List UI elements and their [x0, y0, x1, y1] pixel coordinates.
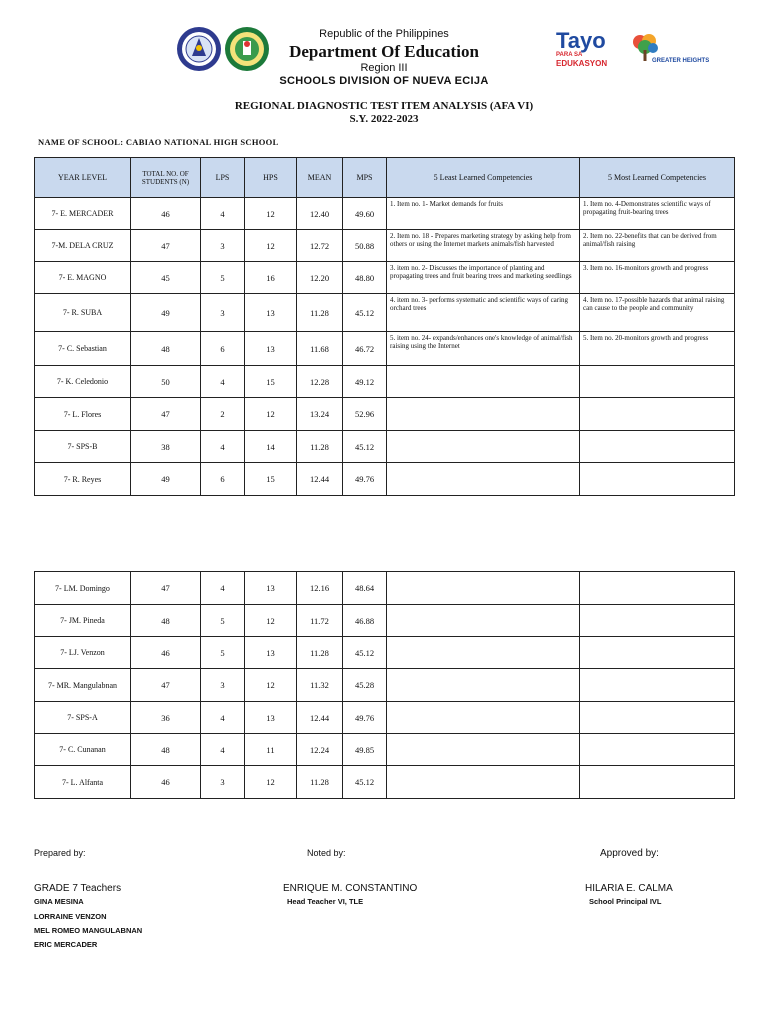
cell-total-students: 48 [131, 734, 201, 766]
table-row [35, 734, 735, 766]
cell-year-level: 7- E. MAGNO [35, 262, 131, 294]
col-least-learned: 5 Least Learned Competencies [387, 158, 580, 198]
table-row [35, 702, 735, 734]
cell-mean: 11.72 [297, 605, 343, 637]
cell-lps: 4 [201, 366, 245, 398]
prepared-by-group: GRADE 7 Teachers [34, 883, 122, 894]
table-row [35, 766, 735, 799]
cell-hps: 11 [245, 734, 297, 766]
greater-heights-text: GREATER HEIGHTS [652, 58, 710, 64]
cell-mps: 49.76 [343, 702, 387, 734]
cell-mps: 50.88 [343, 230, 387, 262]
cell-year-level: 7- K. Celedonio [35, 366, 131, 398]
cell-hps: 13 [245, 702, 297, 734]
cell-mean: 11.28 [297, 766, 343, 799]
cell-mean: 12.20 [297, 262, 343, 294]
cell-lps: 5 [201, 637, 245, 669]
cell-year-level: 7- R. Reyes [35, 463, 131, 496]
cell-mps: 46.88 [343, 605, 387, 637]
cell-least-learned [387, 637, 580, 669]
table-row [35, 262, 735, 294]
cell-lps: 4 [201, 572, 245, 605]
cell-least-learned [387, 398, 580, 431]
table-row [35, 572, 735, 605]
noted-by-name: ENRIQUE M. CONSTANTINO [283, 883, 418, 894]
cell-most-learned [580, 463, 735, 496]
cell-hps: 15 [245, 463, 297, 496]
cell-year-level: 7- LJ. Venzon [35, 637, 131, 669]
cell-mean: 12.72 [297, 230, 343, 262]
cell-lps: 3 [201, 294, 245, 332]
cell-hps: 12 [245, 230, 297, 262]
cell-lps: 3 [201, 669, 245, 702]
col-total-students: TOTAL NO. OF STUDENTS (N) [131, 158, 201, 198]
cell-mps: 45.12 [343, 294, 387, 332]
cell-mean: 12.24 [297, 734, 343, 766]
cell-mps: 49.76 [343, 463, 387, 496]
cell-mean: 11.28 [297, 637, 343, 669]
cell-hps: 13 [245, 572, 297, 605]
report-title: REGIONAL DIAGNOSTIC TEST ITEM ANALYSIS (AFA VI) [234, 100, 534, 112]
table-row [35, 198, 735, 230]
cell-least-learned [387, 572, 580, 605]
cell-least-learned [387, 366, 580, 398]
cell-least-learned: 5. item no. 24- expands/enhances one's knowledge of animal/fish raising using the Internet [387, 332, 580, 366]
col-hps: HPS [245, 158, 297, 198]
cell-hps: 12 [245, 766, 297, 799]
cell-lps: 6 [201, 463, 245, 496]
prepared-name-1: GINA MESINA [34, 897, 84, 906]
table-row [35, 605, 735, 637]
cell-most-learned [580, 637, 735, 669]
col-mps: MPS [343, 158, 387, 198]
cell-hps: 14 [245, 431, 297, 463]
col-year-level: YEAR LEVEL [35, 158, 131, 198]
cell-most-learned [580, 398, 735, 431]
cell-hps: 15 [245, 366, 297, 398]
cell-mean: 11.68 [297, 332, 343, 366]
tayo-logo-main: Tayo [556, 28, 606, 53]
cell-total-students: 36 [131, 702, 201, 734]
cell-total-students: 47 [131, 669, 201, 702]
cell-total-students: 50 [131, 366, 201, 398]
cell-most-learned [580, 669, 735, 702]
cell-mps: 48.64 [343, 572, 387, 605]
cell-most-learned [580, 766, 735, 799]
cell-most-learned [580, 605, 735, 637]
cell-most-learned: 3. Item no. 16-monitors growth and progress [580, 262, 735, 294]
cell-mean: 13.24 [297, 398, 343, 431]
cell-least-learned [387, 669, 580, 702]
prepared-name-3: MEL ROMEO MANGULABNAN [34, 926, 143, 935]
approved-by-title: School Principal IVL [589, 897, 662, 906]
cell-total-students: 48 [131, 605, 201, 637]
cell-most-learned: 2. Item no. 22-benefits that can be derived from animal/fish raising [580, 230, 735, 262]
cell-mps: 45.12 [343, 431, 387, 463]
cell-most-learned [580, 431, 735, 463]
cell-most-learned [580, 734, 735, 766]
prepared-by-label: Prepared by: [34, 848, 86, 858]
cell-least-learned: 4. item no. 3- performs systematic and scientific ways of caring orchard trees [387, 294, 580, 332]
cell-mean: 12.28 [297, 366, 343, 398]
cell-least-learned [387, 431, 580, 463]
cell-mean: 11.28 [297, 294, 343, 332]
cell-total-students: 46 [131, 637, 201, 669]
table-row [35, 463, 735, 496]
cell-hps: 12 [245, 605, 297, 637]
table-row [35, 294, 735, 332]
cell-most-learned: 4. Item no. 17-possible hazards that animal raising can cause to the people and community [580, 294, 735, 332]
cell-most-learned [580, 366, 735, 398]
cell-least-learned [387, 605, 580, 637]
cell-year-level: 7- E. MERCADER [35, 198, 131, 230]
cell-total-students: 49 [131, 463, 201, 496]
cell-year-level: 7- L. Flores [35, 398, 131, 431]
cell-lps: 4 [201, 702, 245, 734]
cell-mean: 12.44 [297, 463, 343, 496]
cell-least-learned: 2. Item no. 18 - Prepares marketing strategy by asking help from others or using the Internet markets animals/fish harvested [387, 230, 580, 262]
cell-year-level: 7- R. SUBA [35, 294, 131, 332]
cell-least-learned [387, 463, 580, 496]
table-row [35, 637, 735, 669]
cell-least-learned [387, 702, 580, 734]
cell-year-level: 7- SPS-A [35, 702, 131, 734]
cell-year-level: 7- LM. Domingo [35, 572, 131, 605]
cell-mps: 49.85 [343, 734, 387, 766]
cell-least-learned: 1. Item no. 1- Market demands for fruits [387, 198, 580, 230]
cell-hps: 13 [245, 332, 297, 366]
item-analysis-table [34, 157, 735, 496]
cell-year-level: 7- MR. Mangulabnan [35, 669, 131, 702]
approved-by-name: HILARIA E. CALMA [585, 883, 673, 894]
cell-mps: 49.60 [343, 198, 387, 230]
item-analysis-table-continued [34, 571, 735, 799]
school-year: S.Y. 2022-2023 [349, 113, 419, 125]
cell-mean: 11.32 [297, 669, 343, 702]
cell-total-students: 49 [131, 294, 201, 332]
cell-hps: 12 [245, 398, 297, 431]
cell-lps: 2 [201, 398, 245, 431]
cell-total-students: 38 [131, 431, 201, 463]
cell-least-learned: 3. item no. 2- Discusses the importance of planting and propagating trees and fruit bearing trees and marketing seedlings [387, 262, 580, 294]
cell-lps: 3 [201, 230, 245, 262]
cell-total-students: 48 [131, 332, 201, 366]
cell-total-students: 46 [131, 766, 201, 799]
table-row [35, 431, 735, 463]
cell-lps: 6 [201, 332, 245, 366]
cell-mean: 12.40 [297, 198, 343, 230]
school-name: NAME OF SCHOOL: CABIAO NATIONAL HIGH SCHOOL [38, 137, 279, 147]
cell-lps: 4 [201, 198, 245, 230]
tayo-logo-sub1: PARA SA [556, 52, 583, 58]
cell-year-level: 7-M. DELA CRUZ [35, 230, 131, 262]
cell-total-students: 47 [131, 398, 201, 431]
cell-hps: 13 [245, 637, 297, 669]
cell-lps: 3 [201, 766, 245, 799]
cell-hps: 13 [245, 294, 297, 332]
cell-total-students: 45 [131, 262, 201, 294]
cell-most-learned: 5. Item no. 20-monitors growth and progress [580, 332, 735, 366]
cell-hps: 16 [245, 262, 297, 294]
cell-mps: 45.28 [343, 669, 387, 702]
cell-year-level: 7- SPS-B [35, 431, 131, 463]
table-header-row [35, 158, 735, 198]
division-line: SCHOOLS DIVISION OF NUEVA ECIJA [279, 75, 489, 87]
cell-year-level: 7- C. Cunanan [35, 734, 131, 766]
cell-most-learned: 1. Item no. 4-Demonstrates scientific ways of propagating fruit-bearing trees [580, 198, 735, 230]
table-row [35, 366, 735, 398]
cell-mps: 49.12 [343, 366, 387, 398]
cell-lps: 4 [201, 734, 245, 766]
noted-by-title: Head Teacher VI, TLE [287, 897, 364, 906]
cell-least-learned [387, 766, 580, 799]
cell-mean: 12.44 [297, 702, 343, 734]
cell-mps: 46.72 [343, 332, 387, 366]
region-line: Region III [360, 62, 408, 74]
noted-by-label: Noted by: [307, 848, 346, 858]
cell-mean: 11.28 [297, 431, 343, 463]
col-most-learned: 5 Most Learned Competencies [580, 158, 735, 198]
cell-hps: 12 [245, 198, 297, 230]
cell-mps: 45.12 [343, 766, 387, 799]
cell-total-students: 47 [131, 230, 201, 262]
cell-mps: 45.12 [343, 637, 387, 669]
table-row [35, 230, 735, 262]
cell-year-level: 7- L. Alfanta [35, 766, 131, 799]
cell-total-students: 47 [131, 572, 201, 605]
cell-mps: 48.80 [343, 262, 387, 294]
prepared-name-2: LORRAINE VENZON [34, 912, 107, 921]
table-row [35, 669, 735, 702]
prepared-name-4: ERIC MERCADER [34, 940, 98, 949]
department-title: Department Of Education [289, 42, 479, 61]
cell-total-students: 46 [131, 198, 201, 230]
republic-line: Republic of the Philippines [319, 28, 449, 40]
cell-least-learned [387, 734, 580, 766]
cell-mps: 52.96 [343, 398, 387, 431]
cell-most-learned [580, 702, 735, 734]
col-mean: MEAN [297, 158, 343, 198]
cell-lps: 5 [201, 262, 245, 294]
cell-lps: 4 [201, 431, 245, 463]
approved-by-label: Approved by: [600, 848, 659, 859]
cell-hps: 12 [245, 669, 297, 702]
tayo-logo-sub2: EDUKASYON [556, 59, 608, 68]
cell-year-level: 7- JM. Pineda [35, 605, 131, 637]
cell-lps: 5 [201, 605, 245, 637]
table-row [35, 332, 735, 366]
cell-year-level: 7- C. Sebastian [35, 332, 131, 366]
table-row [35, 398, 735, 431]
col-lps: LPS [201, 158, 245, 198]
cell-mean: 12.16 [297, 572, 343, 605]
cell-most-learned [580, 572, 735, 605]
